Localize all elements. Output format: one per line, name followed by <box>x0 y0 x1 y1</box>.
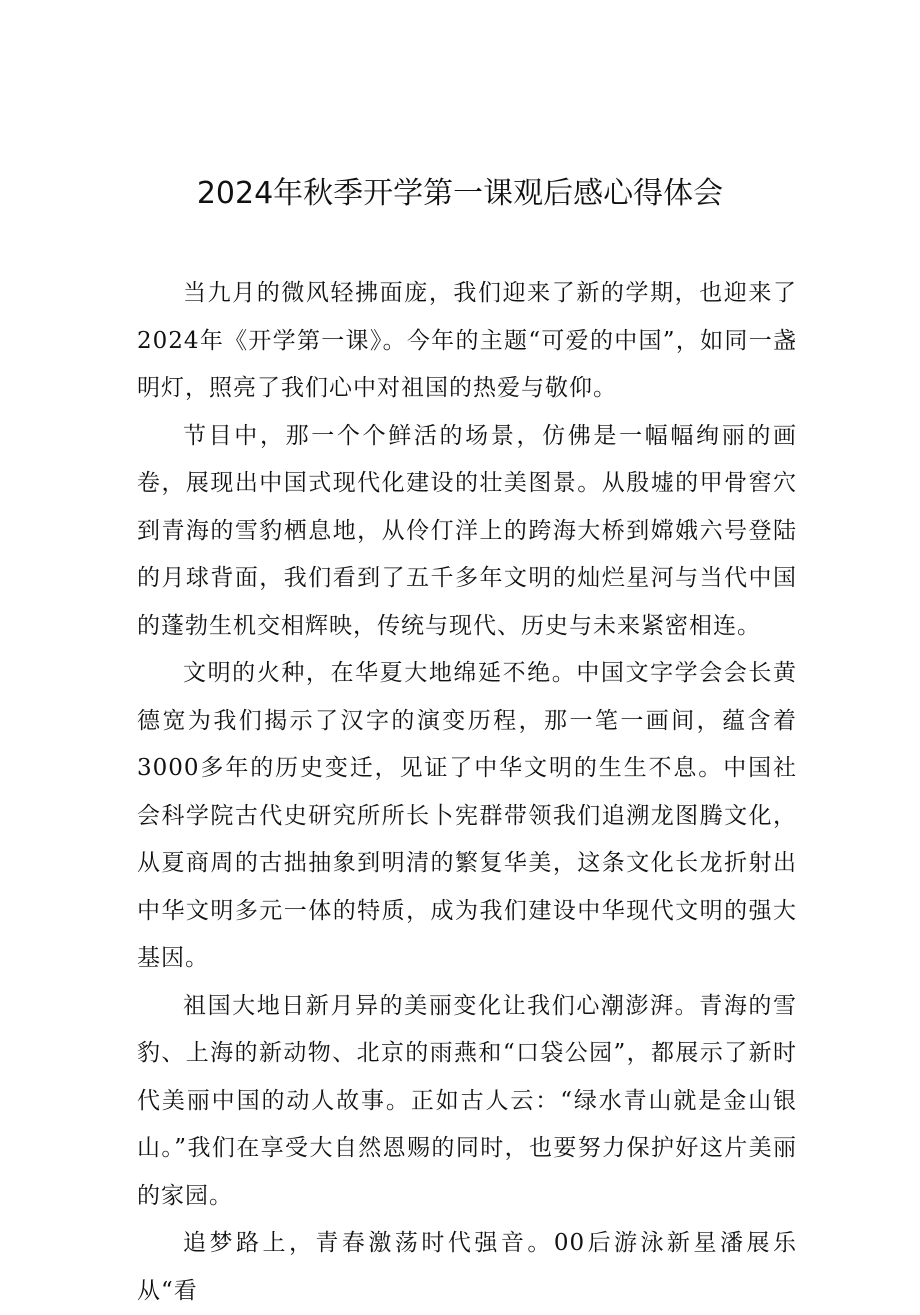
paragraph-5: 追梦路上，青春激荡时代强音。00后游泳新星潘展乐从“看 <box>137 1230 797 1304</box>
paragraph-2: 节目中，那一个个鲜活的场景，仿佛是一幅幅绚丽的画卷，展现出中国式现代化建设的壮美图景。从殷墟的甲骨窖穴到青海的雪豹栖息地，从伶仃洋上的跨海大桥到嫦娥六号登陆的月球背面，我们看到了五千多年文明的灿烂星河与当代中国的蓬勃生机交相辉映，传统与现代、历史与未来紧密相连。 <box>137 422 797 639</box>
paragraph-3: 文明的火种，在华夏大地绵延不绝。中国文字学会会长黄德宽为我们揭示了汉字的演变历程，那一笔一画间，蕴含着3000多年的历史变迁，见证了中华文明的生生不息。中国社会科学院古代史研究所所长卜宪群带领我们追溯龙图腾文化，从夏商周的古拙抽象到明清的繁复华美，这条文化长龙折射出中华文明多元一体的特质，成为我们建设中华现代文明的强大基因。 <box>137 660 797 971</box>
document-body <box>137 270 797 1315</box>
paragraph-1: 当九月的微风轻拂面庞，我们迎来了新的学期，也迎来了2024年《开学第一课》。今年的主题“可爱的中国”，如同一盏明灯，照亮了我们心中对祖国的热爱与敬仰。 <box>137 280 797 401</box>
paragraph-4: 祖国大地日新月异的美丽变化让我们心潮澎湃。青海的雪豹、上海的新动物、北京的雨燕和“口袋公园”，都展示了新时代美丽中国的动人故事。正如古人云：“绿水青山就是金山银山。”我们在享受大自然恩赐的同时，也要努力保护好这片美丽的家园。 <box>137 992 797 1209</box>
document-title: 2024年秋季开学第一课观后感心得体会 <box>196 176 724 211</box>
